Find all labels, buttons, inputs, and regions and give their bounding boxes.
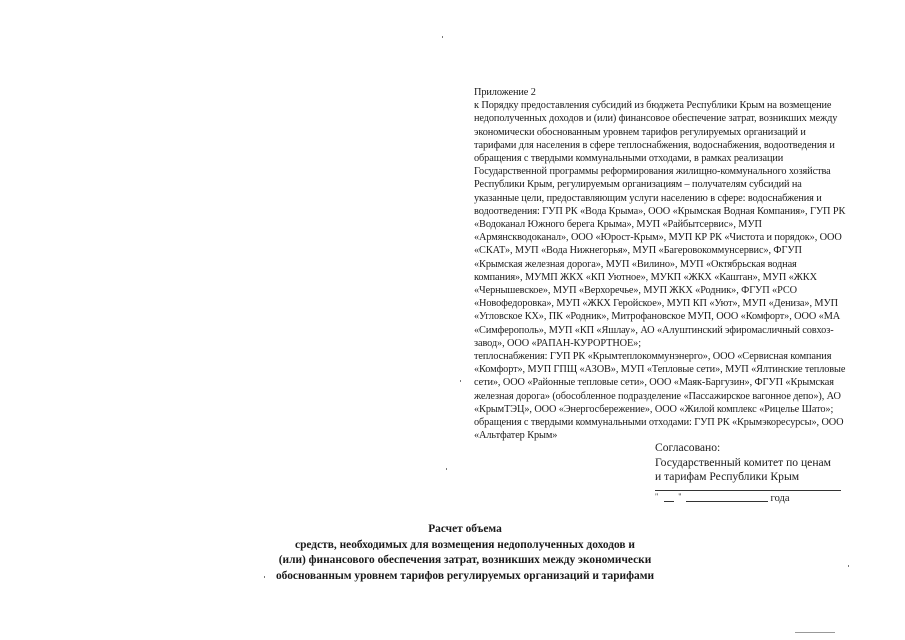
approval-line: и тарифам Республики Крым	[655, 470, 800, 484]
appendix-line: недополученных доходов и (или) финансовое обеспечение затрат, возникших между	[474, 113, 838, 125]
calc-title-line: (или) финансового обеспечения затрат, возникших между экономически	[278, 554, 652, 567]
calc-title-line: обоснованным уровнем тарифов регулируемых организаций и тарифами	[275, 569, 655, 582]
date-year-word: года	[770, 493, 790, 504]
appendix-line: Приложение 2	[474, 87, 536, 98]
calculation-title	[250, 522, 680, 584]
appendix-line: «КрымТЭЦ», ООО «Энергосбережение», ООО «Жилой комплекс «Рицелье Шато»;	[474, 403, 834, 415]
appendix-header-block	[474, 86, 874, 442]
appendix-line: компания», МУМП ЖКХ «КП Уютное», МУКП «ЖКХ «Каштан», МУП «ЖКХ	[474, 271, 817, 283]
appendix-line: к Порядку предоставления субсидий из бюджета Республики Крым на возмещение	[474, 100, 832, 112]
approval-block	[655, 441, 875, 485]
appendix-line: «Альтфатер Крым»	[474, 430, 558, 442]
month-year-blank	[686, 501, 768, 502]
appendix-line: экономически обоснованным уровнем тарифов регулируемых организаций и	[474, 126, 806, 138]
scan-speck	[442, 36, 443, 38]
date-open-quote: "	[655, 492, 659, 501]
signature-line	[655, 490, 841, 491]
appendix-line: «Симферополь», МУП «КП «Яшлау», АО «Алуштинский эфиромасличный совхоз-	[474, 324, 834, 336]
day-blank	[664, 501, 674, 502]
scan-speck	[460, 380, 461, 382]
calc-title-line: средств, необходимых для возмещения недополученных доходов и	[295, 538, 635, 551]
appendix-line: Республики Крым, регулируемым организациям – получателям субсидий на	[474, 179, 802, 191]
appendix-line: «Водоканал Южного берега Крыма», МУП «Райбытсервис», МУП	[474, 219, 762, 231]
appendix-line: «Комфорт», МУП ГПЩ «АЗОВ», МУП «Тепловые сети», МУП «Ялтинские тепловые	[474, 364, 846, 376]
appendix-line: водоотведения: ГУП РК «Вода Крыма», ООО «Крымская Водная Компания», ГУП РК	[474, 205, 846, 217]
appendix-line: «СКАТ», МУП «Вода Нижнегорья», МУП «Багеровокоммунсервис», ФГУП	[474, 245, 802, 257]
approval-line: Государственный комитет по ценам	[655, 455, 832, 469]
appendix-line: обращения с твердыми коммунальными отходами, в рамках реализации	[474, 153, 784, 165]
appendix-line: тарифами для населения в сфере теплоснабжения, водоснабжения, водоотведения и	[474, 139, 835, 151]
appendix-line: указанные цели, предоставляющим услуги населению в сфере: водоснабжения и	[474, 192, 822, 204]
approval-date-row	[655, 492, 790, 504]
date-close-quote: "	[678, 492, 682, 501]
scan-speck	[446, 468, 447, 470]
appendix-line: железная дорога» (обособленное подразделение «Пассажирское вагонное депо»), АО	[474, 390, 841, 402]
appendix-line: теплоснабжения: ГУП РК «Крымтеплокоммунэнерго», ООО «Сервисная компания	[474, 351, 832, 363]
appendix-line: завод», ООО «РАПАН-КУРОРТНОЕ»;	[474, 337, 641, 349]
appendix-line: «Армянскводоканал», ООО «Юрост-Крым», МУП КР РК «Чистота и порядок», ООО	[474, 232, 842, 244]
appendix-line: «Чернышевское», МУП «Верхоречье», МУП ЖКХ «Родник», ФГУП «РСО	[474, 285, 797, 297]
scan-speck	[848, 565, 849, 567]
appendix-line: обращения с твердыми коммунальными отходами: ГУП РК «Крымэкоресурсы», ООО	[474, 417, 844, 429]
scan-speck	[264, 576, 265, 578]
approval-line: Согласовано:	[655, 441, 721, 454]
calc-title-line: Расчет объема	[428, 523, 502, 535]
scan-edge-mark	[795, 632, 835, 633]
appendix-line: Государственной программы реформирования жилищно-коммунального хозяйства	[474, 166, 831, 178]
appendix-line: «Крымская железная дорога», МУП «Вилино», МУП «Октябрьская водная	[474, 258, 797, 270]
appendix-line: «Новофедоровка», МУП «ЖКХ Геройское», МУП КП «Уют», МУП «Дениза», МУП	[474, 298, 838, 310]
appendix-line: «Угловское КХ», ПК «Родник», Митрофановское МУП, ООО «Комфорт», ООО «МА	[474, 311, 841, 323]
appendix-line: сети», ООО «Районные тепловые сети», ООО «Маяк-Баргузин», ФГУП «Крымская	[474, 377, 834, 389]
